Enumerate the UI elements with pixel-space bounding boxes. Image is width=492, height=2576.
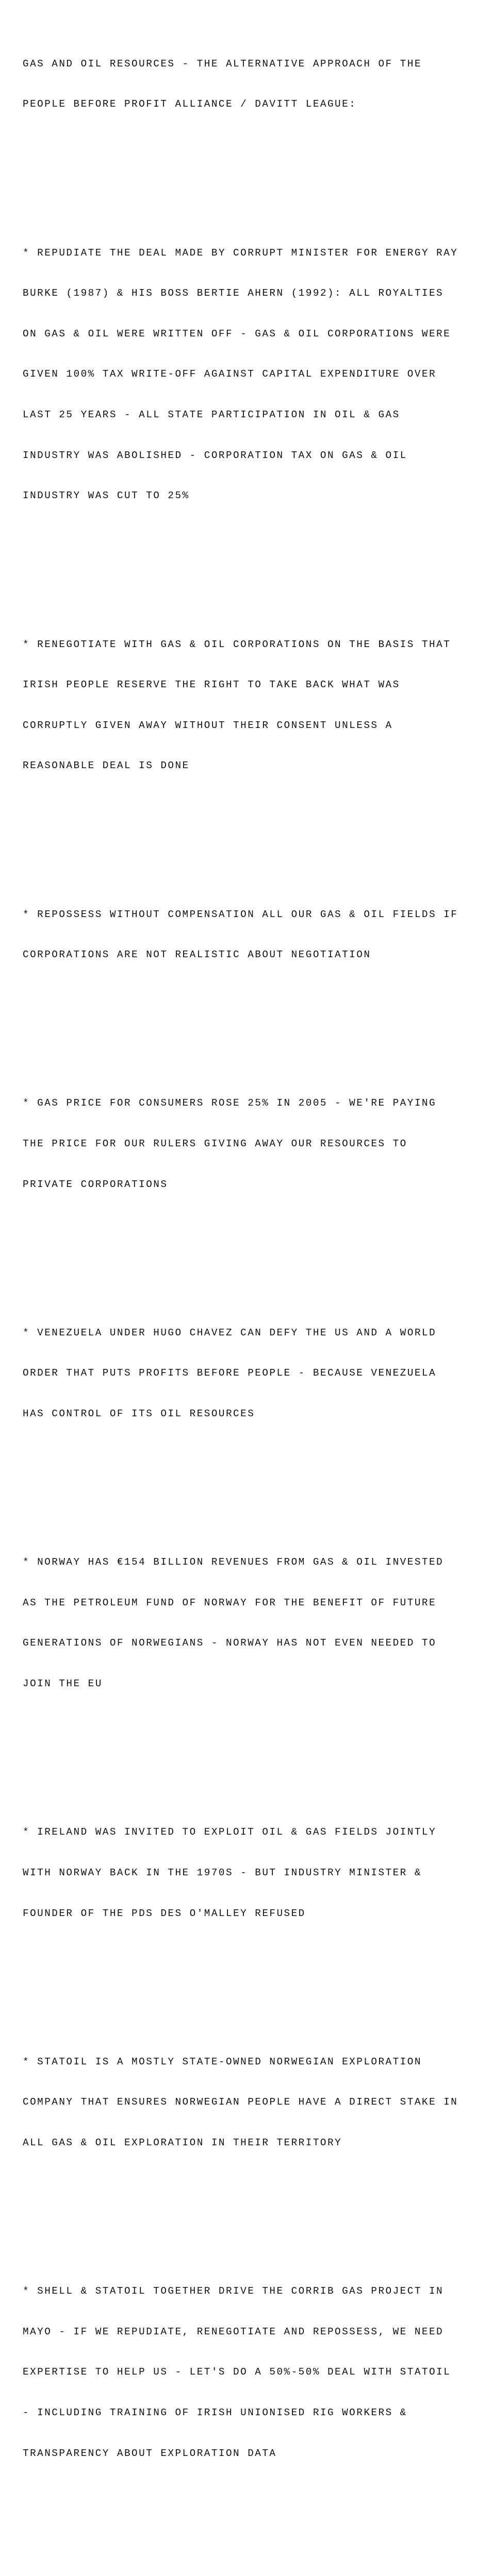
point-venezuela [23,1299,487,1447]
text-line: EXPERTISE TO HELP US - LET'S DO A 50%-50% DEAL WITH STATOIL [23,2366,451,2378]
paragraph-gap [23,1245,487,1259]
text-line: LAST 25 YEARS - ALL STATE PARTICIPATION IN OIL & GAS [23,409,400,421]
paragraph-gap [23,2204,487,2217]
text-line: AS THE PETROLEUM FUND OF NORWAY FOR THE BENEFIT OF FUTURE [23,1597,437,1608]
document-body [23,3,487,2576]
heading-line: PEOPLE BEFORE PROFIT ALLIANCE / DAVITT LEAGUE: [23,98,357,110]
paragraph-gap [23,1974,487,1988]
point-renegotiate [23,611,487,800]
text-line: MAYO - IF WE REPUDIATE, RENEGOTIATE AND REPOSSESS, WE NEED [23,2326,444,2337]
point-ireland [23,1799,487,1947]
text-line: COMPANY THAT ENSURES NORWEGIAN PEOPLE HAVE A DIRECT STAKE IN [23,2096,458,2108]
text-line: ON GAS & OIL WERE WRITTEN OFF - GAS & OIL CORPORATIONS WERE [23,328,451,340]
text-line: THE PRICE FOR OUR RULERS GIVING AWAY OUR RESOURCES TO [23,1138,407,1149]
paragraph-gap [23,1475,487,1488]
paragraph-gap [23,1015,487,1029]
text-line: INDUSTRY WAS ABOLISHED - CORPORATION TAX ON GAS & OIL [23,449,407,461]
text-line: * REPOSSESS WITHOUT COMPENSATION ALL OUR GAS & OIL FIELDS IF [23,908,458,920]
text-line: * IRELAND WAS INVITED TO EXPLOIT OIL & GAS FIELDS JOINTLY [23,1826,437,1838]
point-repudiate [23,219,487,530]
text-line: * STATOIL IS A MOSTLY STATE-OWNED NORWEGIAN EXPLORATION [23,2056,422,2067]
text-line: WITH NORWAY BACK IN THE 1970S - BUT INDUSTRY MINISTER & [23,1867,422,1878]
point-norway [23,1529,487,1718]
text-line: * NORWAY HAS €154 BILLION REVENUES FROM GAS & OIL INVESTED [23,1556,444,1568]
paragraph-gap [23,165,487,178]
text-line: CORRUPTLY GIVEN AWAY WITHOUT THEIR CONSENT UNLESS A [23,719,393,731]
paragraph-gap [23,2514,487,2528]
text-line: * RENEGOTIATE WITH GAS & OIL CORPORATIONS ON THE BASIS THAT [23,638,451,650]
point-gas-price [23,1070,487,1218]
text-line: HAS CONTROL OF ITS OIL RESOURCES [23,1408,255,1420]
text-line: REASONABLE DEAL IS DONE [23,760,190,772]
text-line: IRISH PEOPLE RESERVE THE RIGHT TO TAKE BACK WHAT WAS [23,679,400,691]
point-people-before-profit [23,2568,487,2576]
text-line: * VENEZUELA UNDER HUGO CHAVEZ CAN DEFY THE US AND A WORLD [23,1327,437,1338]
text-line: - INCLUDING TRAINING OF IRISH UNIONISED RIG WORKERS & [23,2407,407,2419]
heading-line: GAS AND OIL RESOURCES - THE ALTERNATIVE APPROACH OF THE [23,58,422,70]
text-line: FOUNDER OF THE PDS DES O'MALLEY REFUSED [23,1907,306,1919]
paragraph-gap [23,826,487,840]
paragraph-gap [23,1744,487,1758]
point-shell-statoil [23,2258,487,2487]
point-repossess [23,880,487,989]
text-line: PRIVATE CORPORATIONS [23,1178,168,1190]
text-line: CORPORATIONS ARE NOT REALISTIC ABOUT NEGOTIATION [23,949,371,961]
text-line: ORDER THAT PUTS PROFITS BEFORE PEOPLE - BECAUSE VENEZUELA [23,1367,437,1379]
text-line: JOIN THE EU [23,1678,103,1690]
text-line: TRANSPARENCY ABOUT EXPLORATION DATA [23,2447,277,2459]
text-line: * SHELL & STATOIL TOGETHER DRIVE THE CORRIB GAS PROJECT IN [23,2285,444,2297]
point-statoil [23,2028,487,2176]
heading [23,30,487,138]
text-line: GIVEN 100% TAX WRITE-OFF AGAINST CAPITAL EXPENDITURE OVER [23,368,437,380]
text-line: GENERATIONS OF NORWEGIANS - NORWAY HAS NOT EVEN NEEDED TO [23,1637,437,1649]
text-line: * REPUDIATE THE DEAL MADE BY CORRUPT MINISTER FOR ENERGY RAY [23,247,458,259]
text-line: INDUSTRY WAS CUT TO 25% [23,490,190,502]
text-line: BURKE (1987) & HIS BOSS BERTIE AHERN (1992): ALL ROYALTIES [23,287,444,299]
text-line: ALL GAS & OIL EXPLORATION IN THEIR TERRITORY [23,2137,342,2148]
text-line: * GAS PRICE FOR CONSUMERS ROSE 25% IN 2005 - WE'RE PAYING [23,1097,437,1109]
paragraph-gap [23,556,487,570]
